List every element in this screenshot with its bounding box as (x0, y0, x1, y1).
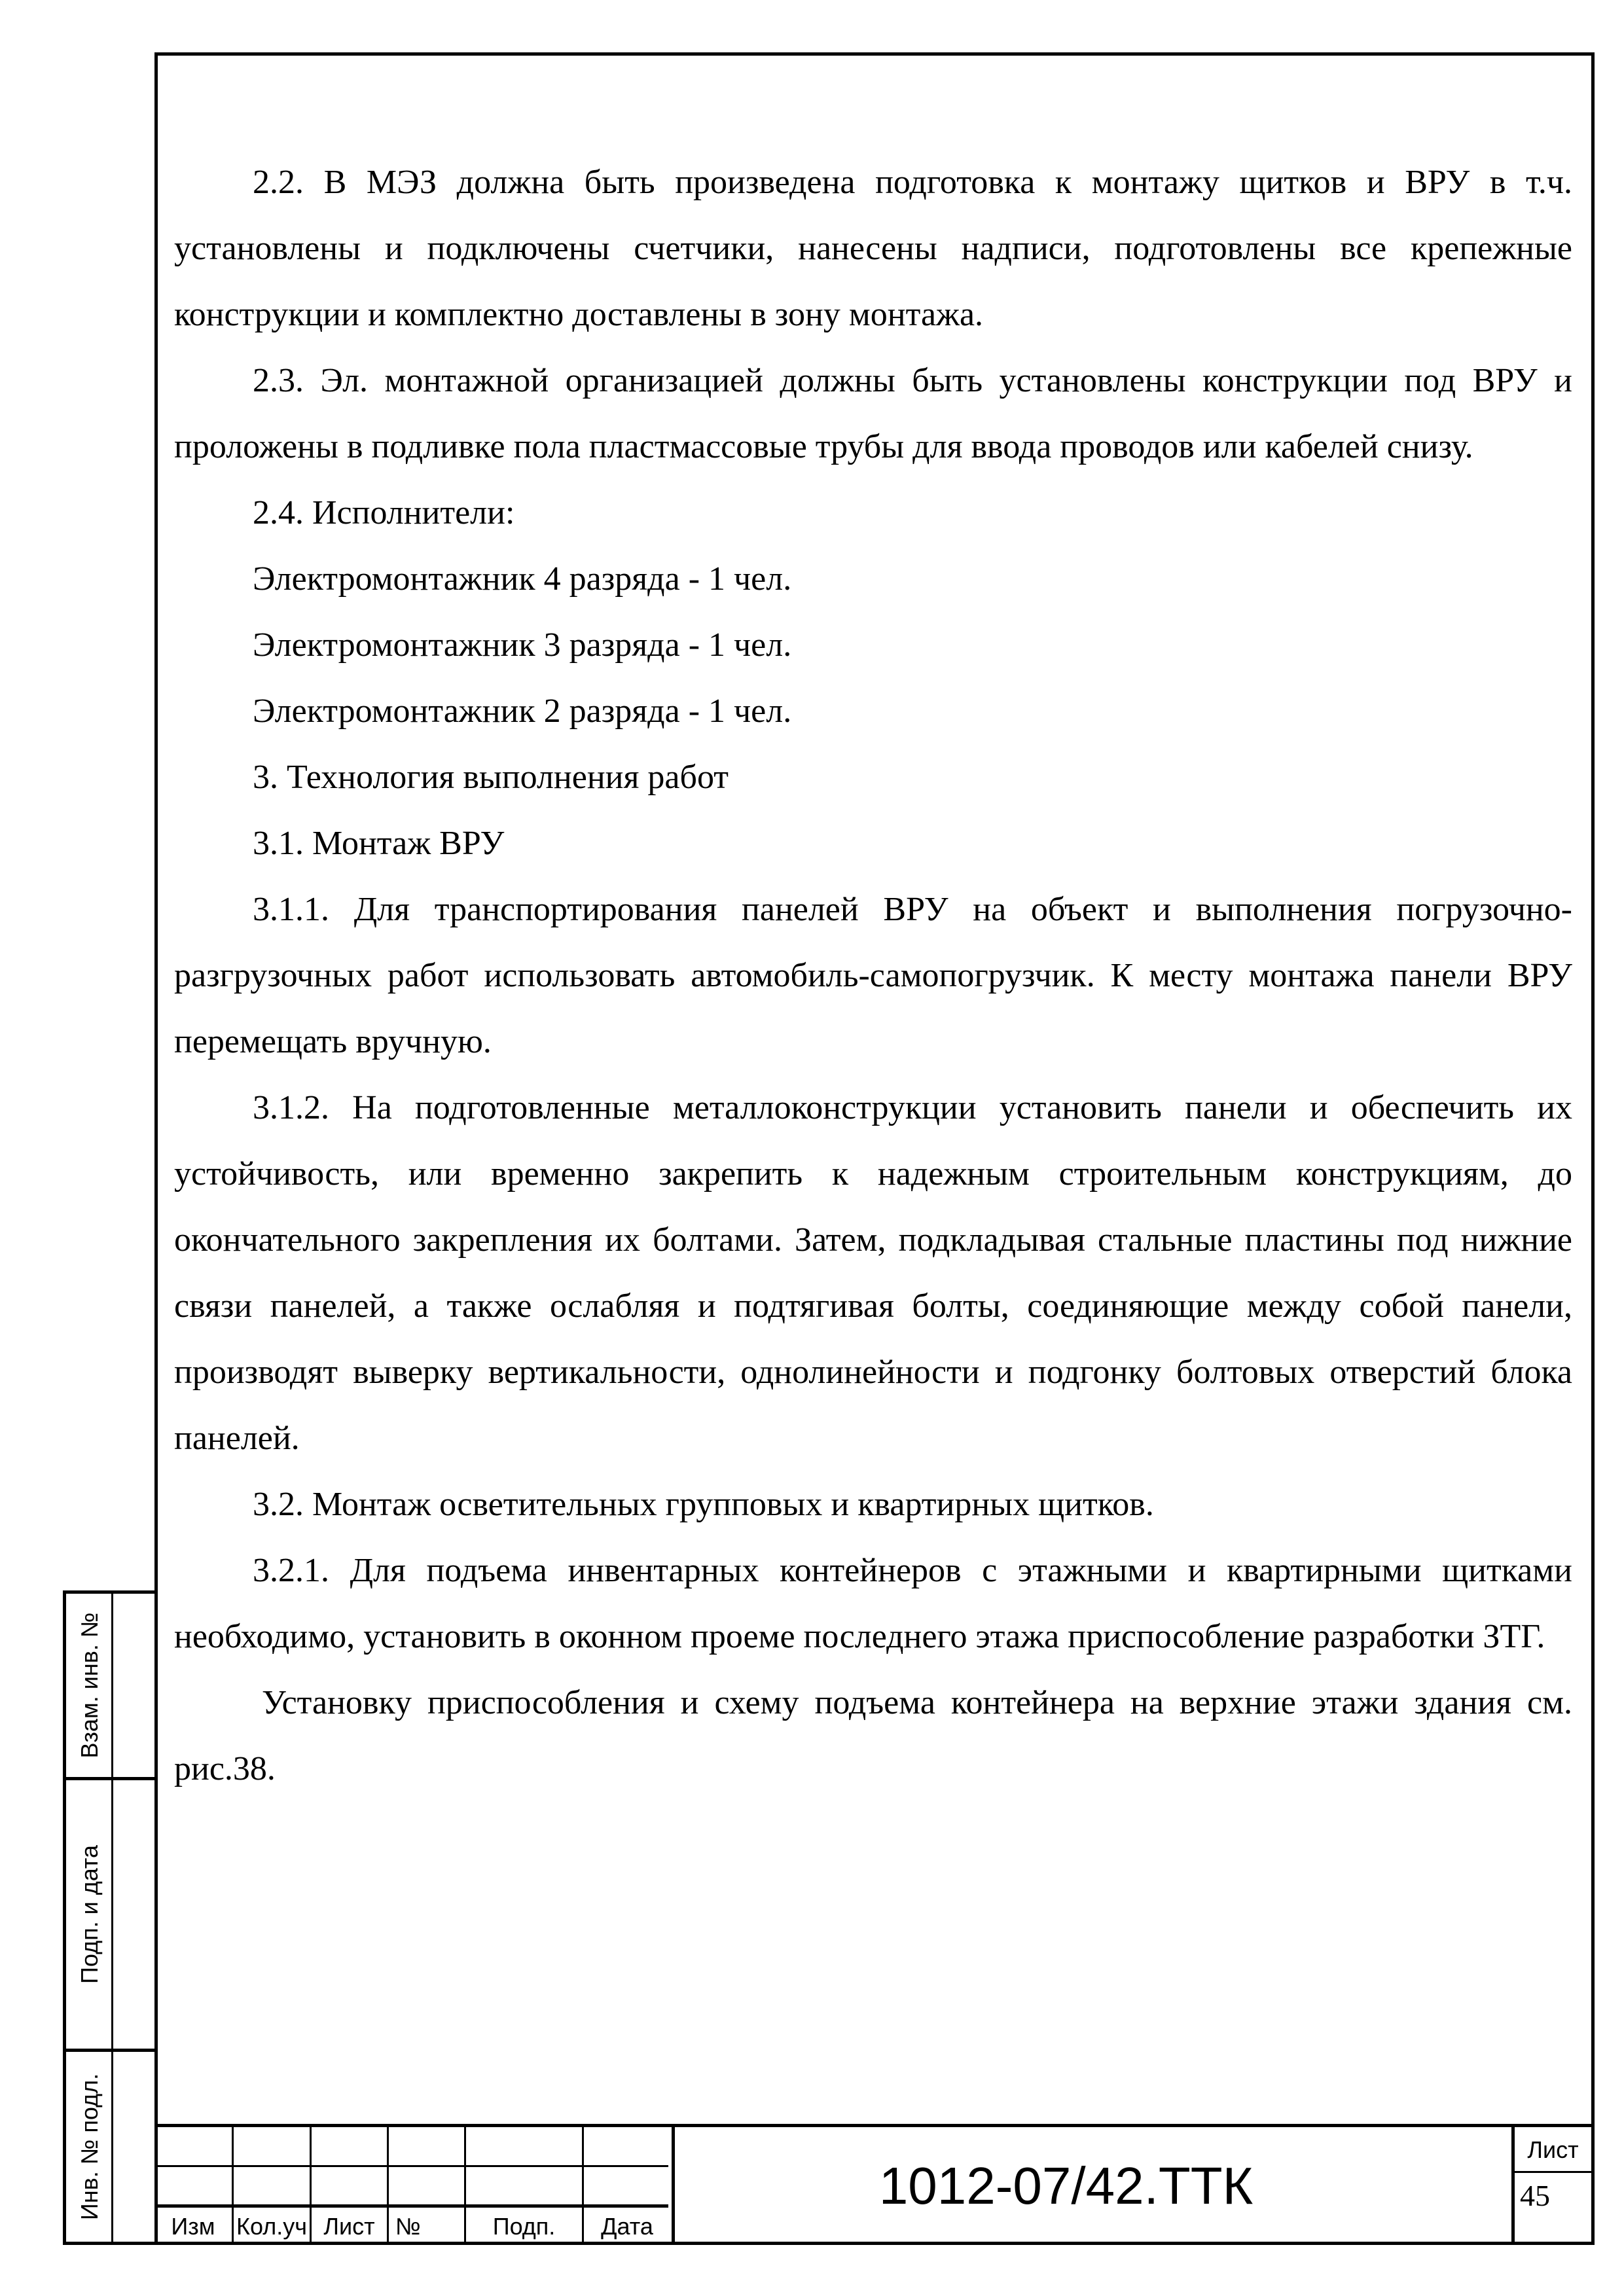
paragraph-2-3: 2.3. Эл. монтажной организацией должны быть установлены конструкции под ВРУ и проложены в подливке пола пластмассовые трубы для ввода проводов или кабелей снизу. (174, 362, 1572, 465)
paragraph-3-1-2: 3.1.2. На подготовленные металлоконструкции установить панели и обеспечить их устойчивость, или временно закрепить к надежным строительным конструкциям, до окончательного закрепления их болтами. Затем, подкладывая стальные пластины под нижние связи панелей, а также ослабляя и подтягивая болты, соединяющие между собой панели, производят выверку вертикальности, однолинейности и подгонку болтовых отверстий блока панелей. (174, 1089, 1572, 1457)
section-heading-3-1: 3.1. Монтаж ВРУ (253, 825, 505, 862)
col-podp: Подп. (492, 2213, 556, 2240)
paragraph-2-4: 2.4. Исполнители: (253, 494, 515, 531)
col-data: Дата (601, 2213, 653, 2240)
performer-line: Электромонтажник 3 разряда - 1 чел. (253, 626, 792, 664)
col-list: Лист (323, 2213, 375, 2240)
strip-label-zam-inv: Взам. инв. № (76, 1612, 103, 1759)
document-number: 1012-07/42.ТТК (672, 2127, 1457, 2245)
paragraph-figure-ref: Установку приспособления и схему подъема контейнера на верхние этажи здания см. рис.38. (174, 1684, 1572, 1787)
title-block (154, 2124, 1595, 2245)
section-heading-3-2: 3.2. Монтаж осветительных групповых и квартирных щитков. (253, 1486, 1154, 1523)
document-body (174, 149, 1572, 1802)
paragraph-2-2: 2.2. В МЭЗ должна быть произведена подготовка к монтажу щитков и ВРУ в т.ч. установлены и подключены счетчики, нанесены надписи, подготовлены все крепежные конструкции и комплектно доставлены в зону монтажа. (174, 164, 1572, 333)
strip-label-podp-data: Подп. и дата (76, 1844, 103, 1984)
strip-cell-inv-podl (63, 2049, 158, 2245)
sheet-label: Лист (1515, 2127, 1591, 2173)
col-izm: Изм (171, 2213, 215, 2240)
col-kol-uch: Кол.уч (236, 2213, 307, 2240)
performer-line: Электромонтажник 4 разряда - 1 чел. (253, 560, 792, 598)
sheet-box (1511, 2127, 1591, 2245)
section-heading-3: 3. Технология выполнения работ (253, 759, 729, 796)
performer-line: Электромонтажник 2 разряда - 1 чел. (253, 692, 792, 730)
col-number: № (395, 2213, 421, 2240)
strip-cell-podp-data (63, 1777, 158, 2052)
strip-cell-zam-inv (63, 1590, 158, 1780)
paragraph-3-2-1: 3.2.1. Для подъема инвентарных контейнеров с этажными и квартирными щитками необходимо, установить в оконном проеме последнего этажа приспособление разработки ЗТГ. (174, 1552, 1572, 1655)
strip-label-inv-podl: Инв. № подл. (76, 2073, 103, 2221)
paragraph-3-1-1: 3.1.1. Для транспортирования панелей ВРУ на объект и выполнения погрузочно-разгрузочных работ использовать автомобиль-самопогрузчик. К месту монтажа панели ВРУ перемещать вручную. (174, 891, 1572, 1060)
binding-strip (63, 1590, 158, 2245)
revision-table (154, 2127, 672, 2245)
sheet-number: 45 (1520, 2179, 1550, 2212)
